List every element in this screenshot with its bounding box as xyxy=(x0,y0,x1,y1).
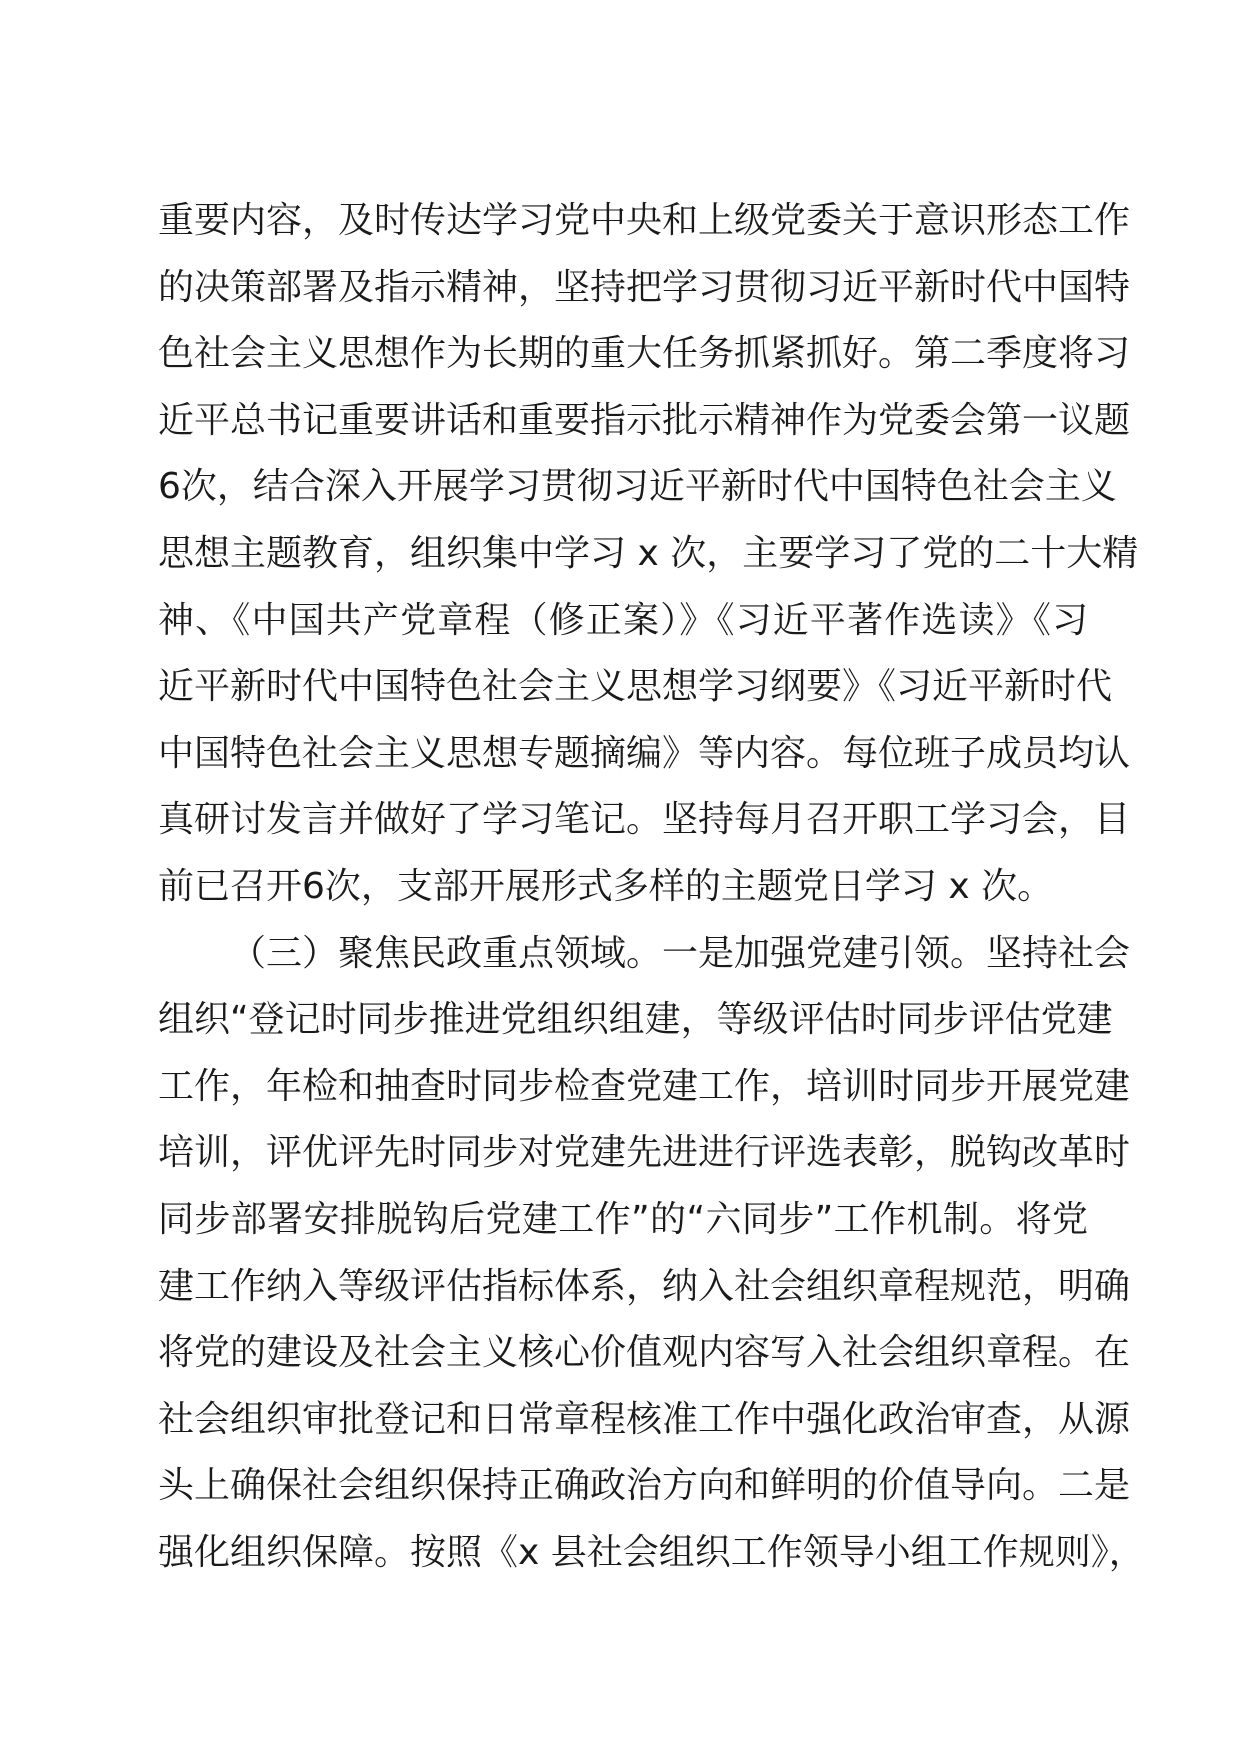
text-line: 强化组织保障。按照《x 县社会组织工作领导小组工作规则》， xyxy=(158,1531,1145,1573)
text-line: 近平总书记重要讲话和重要指示批示精神作为党委会第一议题 xyxy=(158,399,1131,441)
text-line: 组织“登记时同步推进党组织组建，等级评估时同步评估党建 xyxy=(158,999,1113,1041)
text-line: 神、《中国共产党章程（修正案）》《习近平著作选读》《习 xyxy=(158,599,1088,641)
text-line: 6次，结合深入开展学习贯彻习近平新时代中国特色社会主义 xyxy=(158,466,1117,508)
text-line: 真研讨发言并做好了学习笔记。坚持每月召开职工学习会，目 xyxy=(158,799,1131,841)
text-line: 工作，年检和抽查时同步检查党建工作，培训时同步开展党建 xyxy=(158,1065,1131,1107)
text-line: 同步部署安排脱钩后党建工作”的“六同步”工作机制。将党 xyxy=(158,1198,1088,1240)
text-line: 色社会主义思想作为长期的重大任务抓紧抓好。第二季度将习 xyxy=(158,333,1131,375)
text-line: 前已召开6次，支部开展形式多样的主题党日学习 x 次。 xyxy=(158,865,1054,907)
text-line: 重要内容，及时传达学习党中央和上级党委关于意识形态工作 xyxy=(158,200,1131,241)
text-line: 培训，评优评先时同步对党建先进进行评选表彰，脱钩改革时 xyxy=(158,1132,1131,1174)
document-body xyxy=(158,188,1145,1586)
text-line: 将党的建设及社会主义核心价值观内容写入社会组织章程。在 xyxy=(158,1332,1131,1374)
text-line: 近平新时代中国特色社会主义思想学习纲要》《习近平新时代 xyxy=(158,666,1113,708)
text-line: 头上确保社会组织保持正确政治方向和鲜明的价值导向。二是 xyxy=(158,1465,1131,1507)
text-line: 思想主题教育，组织集中学习 x 次，主要学习了党的二十大精 xyxy=(158,532,1139,574)
text-line: 中国特色社会主义思想专题摘编》等内容。每位班子成员均认 xyxy=(158,732,1131,774)
text-line: 社会组织审批登记和日常章程核准工作中强化政治审查，从源 xyxy=(158,1398,1131,1440)
text-line: 建工作纳入等级评估指标体系，纳入社会组织章程规范，明确 xyxy=(158,1265,1131,1307)
text-line: 的决策部署及指示精神，坚持把学习贯彻习近平新时代中国特 xyxy=(158,266,1131,308)
section-heading-line: （三）聚焦民政重点领域。一是加强党建引领。坚持社会 xyxy=(230,932,1131,974)
